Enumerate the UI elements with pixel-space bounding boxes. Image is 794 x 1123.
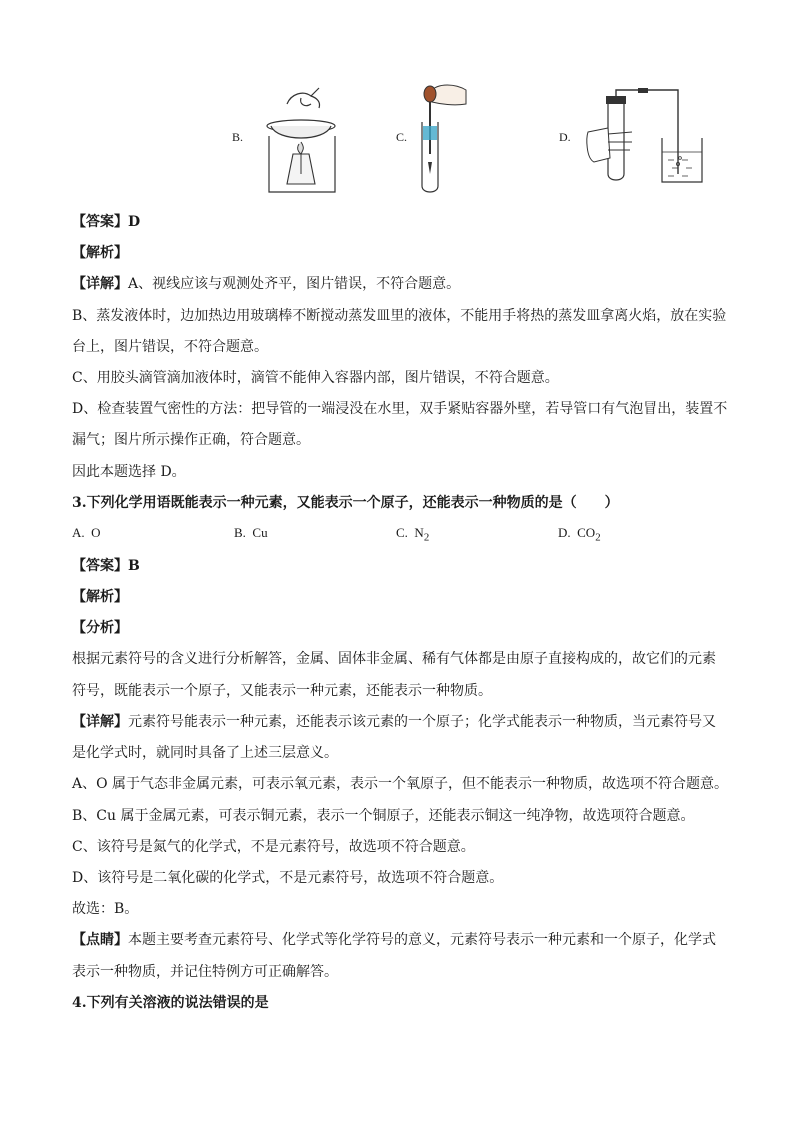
q3-analyze-2: 符号，既能表示一个原子，又能表示一种元素，还能表示一种物质。 xyxy=(72,683,492,699)
q2-detail-d1: D、检查装置气密性的方法：把导管的一端浸没在水里，双手紧贴容器外壁，若导管口有气泡冒出，装置不 xyxy=(72,401,728,417)
q3-detail-1: 【详解】元素符号能表示一种元素，还能表示该元素的一个原子；化学式能表示一种物质，当元素符号又 xyxy=(72,714,716,730)
q3-analyze-tag: 【分析】 xyxy=(72,620,128,636)
q3-detail-a: A、O 属于气态非金属元素，可表示氧元素，表示一个氧原子，但不能表示一种物质，故选项不符合题意。 xyxy=(72,776,729,792)
dropper-figure xyxy=(408,82,468,196)
q3-option-b: B. Cu xyxy=(234,525,268,540)
q2-detail-b2: 台上，图片错误，不符合题意。 xyxy=(72,339,268,355)
q3-choose: 故选：B。 xyxy=(72,901,139,917)
airtightness-figure xyxy=(578,88,710,188)
q2-analysis-tag: 【解析】 xyxy=(72,245,128,261)
q3-detail-c: C、该符号是氮气的化学式，不是元素符号，故选项不符合题意。 xyxy=(72,839,475,855)
q3-comment-1: 【点睛】本题主要考查元素符号、化学式等化学符号的意义，元素符号表示一种元素和一个原子，化学式 xyxy=(72,932,716,948)
figure-d-label: D. xyxy=(559,130,571,144)
q3-analysis-tag: 【解析】 xyxy=(72,589,128,605)
figure-row xyxy=(0,78,794,198)
q2-detail-c: C、用胶头滴管滴加液体时，滴管不能伸入容器内部，图片错误，不符合题意。 xyxy=(72,370,559,386)
q3-detail-d: D、该符号是二氧化碳的化学式，不是元素符号，故选项不符合题意。 xyxy=(72,870,504,886)
figure-b-label: B. xyxy=(232,130,244,144)
q2-answer: 【答案】D xyxy=(72,214,141,230)
q3-option-d: D. $CO_2$ xyxy=(558,525,601,544)
q3-option-c: C. $N_2$ xyxy=(396,525,430,544)
q3-analyze-1: 根据元素符号的含义进行分析解答，金属、固体非金属、稀有气体都是由原子直接构成的，故它们的元素 xyxy=(72,651,716,667)
figure-c-label: C. xyxy=(396,130,408,144)
evaporation-figure xyxy=(255,84,347,196)
q2-detail-b1: B、蒸发液体时，边加热边用玻璃棒不断搅动蒸发皿里的液体，不能用手将热的蒸发皿拿离火焰，放在实验 xyxy=(72,308,727,324)
q3-option-a: A. O xyxy=(72,525,101,540)
q3-detail-2: 是化学式时，就同时具备了上述三层意义。 xyxy=(72,745,338,761)
q2-conclusion: 因此本题选择 D。 xyxy=(72,464,186,480)
q2-detail-d2: 漏气；图片所示操作正确，符合题意。 xyxy=(72,432,310,448)
q2-detail-a: 【详解】A、视线应该与观测处齐平，图片错误，不符合题意。 xyxy=(72,276,461,292)
q3-answer: 【答案】B xyxy=(72,558,140,574)
q3-stem: 3.下列化学用语既能表示一种元素，又能表示一个原子，还能表示一种物质的是（ ） xyxy=(72,495,619,511)
q3-detail-b: B、Cu 属于金属元素，可表示铜元素，表示一个铜原子，还能表示铜这一纯净物，故选项符合题意。 xyxy=(72,808,695,824)
q3-comment-2: 表示一种物质，并记住特例方可正确解答。 xyxy=(72,964,338,980)
q3-options xyxy=(72,525,732,545)
q4-stem: 4.下列有关溶液的说法错误的是 xyxy=(72,995,269,1011)
